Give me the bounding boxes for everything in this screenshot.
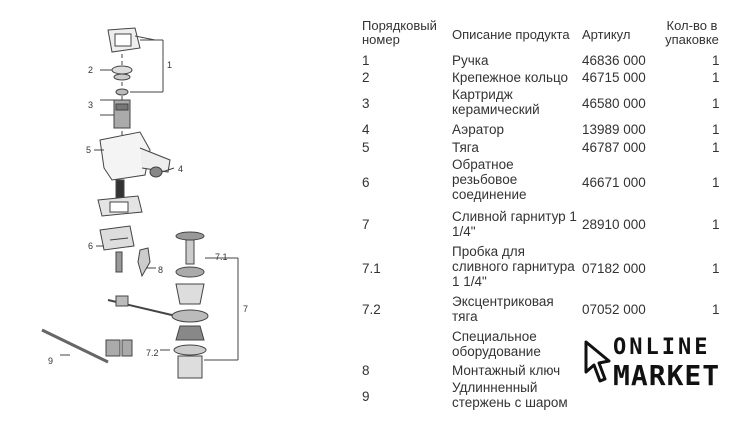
row-1-art: 46836 000 bbox=[582, 53, 646, 68]
row-5-num: 5 bbox=[362, 140, 370, 155]
exploded-view-drawing bbox=[0, 0, 330, 432]
row-7-2-desc: Эксцентриковая тяга bbox=[452, 294, 554, 324]
header-number: Порядковый номер bbox=[362, 18, 437, 47]
row-7-1-qty: 1 bbox=[712, 261, 720, 276]
row-6-num: 6 bbox=[362, 175, 370, 190]
special-equipment-heading: Специальное оборудование bbox=[452, 329, 541, 359]
header-quantity: Кол-во в упаковке bbox=[665, 18, 719, 47]
logo-line-1: ONLINE bbox=[613, 335, 711, 360]
row-7-num: 7 bbox=[362, 217, 370, 232]
row-4-num: 4 bbox=[362, 122, 370, 137]
row-2-num: 2 bbox=[362, 70, 370, 85]
row-4-desc: Аэратор bbox=[452, 122, 504, 137]
diagram-label-3: 3 bbox=[88, 100, 94, 110]
row-7-1-art: 07182 000 bbox=[582, 261, 646, 276]
row-8-num: 8 bbox=[362, 363, 370, 378]
row-7-1-desc: Пробка для сливного гарнитура 1 1/4" bbox=[452, 244, 575, 289]
row-3-qty: 1 bbox=[712, 96, 720, 111]
diagram-label-1: 1 bbox=[167, 60, 173, 70]
row-7-2-qty: 1 bbox=[712, 302, 720, 317]
row-7-2-num: 7.2 bbox=[362, 302, 381, 317]
row-7-2-art: 07052 000 bbox=[582, 302, 646, 317]
diagram-label-2: 2 bbox=[88, 65, 94, 75]
row-5-desc: Тяга bbox=[452, 140, 479, 155]
row-5-art: 46787 000 bbox=[582, 140, 646, 155]
online-market-logo bbox=[583, 333, 733, 393]
row-7-desc: Сливной гарнитур 1 1/4" bbox=[452, 209, 577, 239]
logo-line-2: MARKET bbox=[613, 359, 721, 392]
row-6-desc: Обратное резьбовое соединение bbox=[452, 157, 527, 202]
row-7-1-num: 7.1 bbox=[362, 261, 381, 276]
row-9-desc: Удлинненный стержень с шаром bbox=[452, 380, 568, 410]
row-2-desc: Крепежное кольцо bbox=[452, 70, 569, 85]
row-1-num: 1 bbox=[362, 53, 370, 68]
row-2-art: 46715 000 bbox=[582, 70, 646, 85]
row-1-qty: 1 bbox=[712, 53, 720, 68]
diagram-label-4: 4 bbox=[178, 164, 184, 174]
header-description: Описание продукта bbox=[452, 27, 570, 42]
row-8-desc: Монтажный ключ bbox=[452, 363, 561, 378]
diagram-label-6: 6 bbox=[88, 241, 94, 251]
row-6-art: 46671 000 bbox=[582, 175, 646, 190]
diagram-label-7-1: 7.1 bbox=[215, 252, 228, 262]
diagram-label-9: 9 bbox=[48, 356, 54, 366]
row-9-num: 9 bbox=[362, 389, 370, 404]
cursor-arrow-icon bbox=[583, 339, 613, 389]
row-5-qty: 1 bbox=[712, 140, 720, 155]
row-2-qty: 1 bbox=[712, 70, 720, 85]
diagram-label-7: 7 bbox=[243, 304, 249, 314]
parts-diagram bbox=[0, 0, 330, 432]
header-article: Артикул bbox=[582, 27, 631, 42]
row-7-qty: 1 bbox=[712, 217, 720, 232]
row-1-desc: Ручка bbox=[452, 53, 489, 68]
diagram-label-5: 5 bbox=[86, 145, 92, 155]
row-3-desc: Картридж керамический bbox=[452, 87, 540, 117]
row-3-num: 3 bbox=[362, 96, 370, 111]
row-6-qty: 1 bbox=[712, 175, 720, 190]
row-3-art: 46580 000 bbox=[582, 96, 646, 111]
row-4-art: 13989 000 bbox=[582, 122, 646, 137]
row-7-art: 28910 000 bbox=[582, 217, 646, 232]
row-4-qty: 1 bbox=[712, 122, 720, 137]
diagram-label-8: 8 bbox=[158, 265, 164, 275]
diagram-label-7-2: 7.2 bbox=[146, 348, 159, 358]
